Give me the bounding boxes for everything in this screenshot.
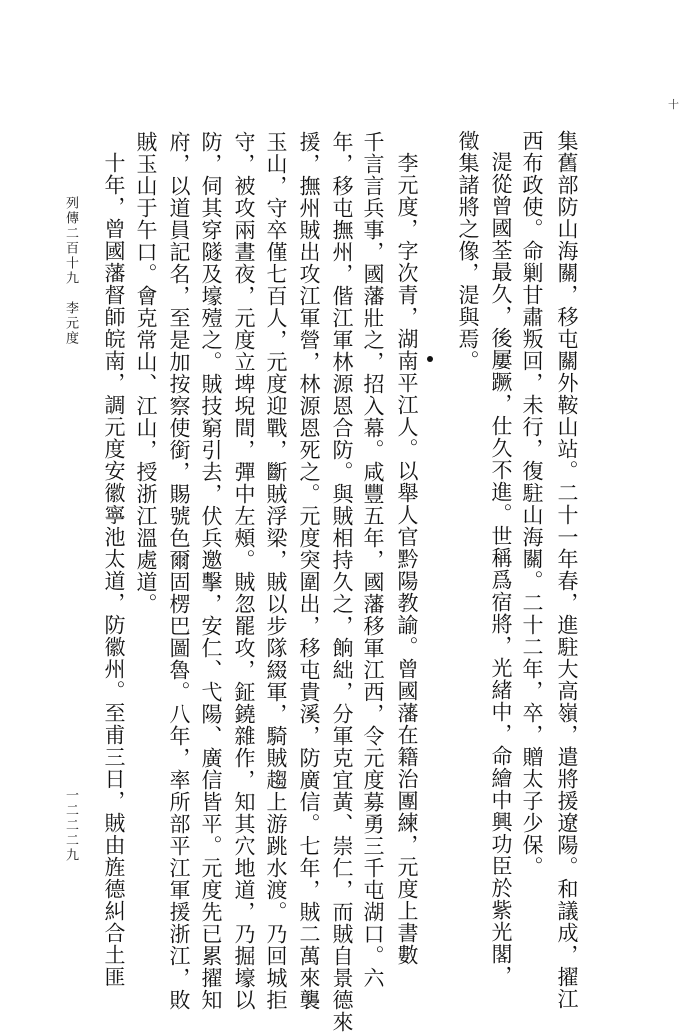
section-dot bbox=[427, 356, 433, 362]
text-column-5: 李元度，字次青，湖南平江人。以舉人官黔陽教諭。曾國藩在籍治團練，元度上書數 bbox=[395, 152, 419, 966]
text-column-12: 府，以道員記名，至是加按察使銜，賜號色爾固楞巴圖魯。八年，率所部平江軍援浙江，敗 bbox=[167, 131, 191, 1011]
text-column-8: 援，撫州賊出攻江軍營，林源恩死之。元度突圍出，移屯貴溪，防廣信。七年，賊二萬來襲 bbox=[297, 131, 321, 1011]
text-column-7: 年，移屯撫州，偕江軍林源恩合防。與賊相持久之，餉絀，分軍克宜黃、崇仁，而賊自景德來 bbox=[330, 131, 354, 1033]
text-column-4: 徵集諸將之像，湜與焉。 bbox=[456, 130, 480, 372]
page-number: 一二二二九 bbox=[63, 788, 78, 863]
text-column-1: 集舊部防山海關，移屯關外鞍山站。二十一年春，進駐大高嶺，遣將援遼陽。和議成，擢江 bbox=[555, 130, 579, 1010]
margin-header: 列傳二百十九 李元度 bbox=[63, 196, 78, 346]
text-column-6: 千言言兵事，國藩壯之，招入幕。咸豐五年，國藩移軍江西，令元度募勇三千屯湖口。六 bbox=[361, 131, 385, 989]
text-column-13: 賊玉山于午口。會克常山、江山，授浙江溫處道。 bbox=[134, 131, 158, 615]
text-column-14: 十年，曾國藩督師皖南，調元度安徽寧池太道，防徽州。至甫三日，賊由旌德糾合土匪 bbox=[102, 152, 126, 988]
text-column-11: 防，伺其穿隧及壕殪之。賊技窮引去，伏兵邀擊，安仁、弋陽、廣信皆平。元度先已累擢知 bbox=[199, 131, 223, 1011]
text-column-2: 西布政使。命剿甘肅叛回，未行，復駐山海關。二十二年，卒，贈太子少保。 bbox=[520, 130, 544, 878]
text-column-9: 玉山，守卒僅七百人，元度迎戰，斷賊浮梁，賊以步隊綴軍，騎賊趨上游跳水渡。乃回城拒 bbox=[264, 131, 288, 1011]
top-mark: 十 bbox=[668, 98, 679, 111]
text-column-3: 湜從曾國荃最久，後屢蹶，仕久不進。世稱爲宿將，光緒中，命繪中興功臣於紫光閣， bbox=[489, 151, 513, 987]
text-column-10: 守，被攻兩晝夜，元度立埤堄間，彈中左頰。賊忽罷攻，鉦鐃雜作，知其穴地道，乃掘壕以 bbox=[232, 131, 256, 1011]
